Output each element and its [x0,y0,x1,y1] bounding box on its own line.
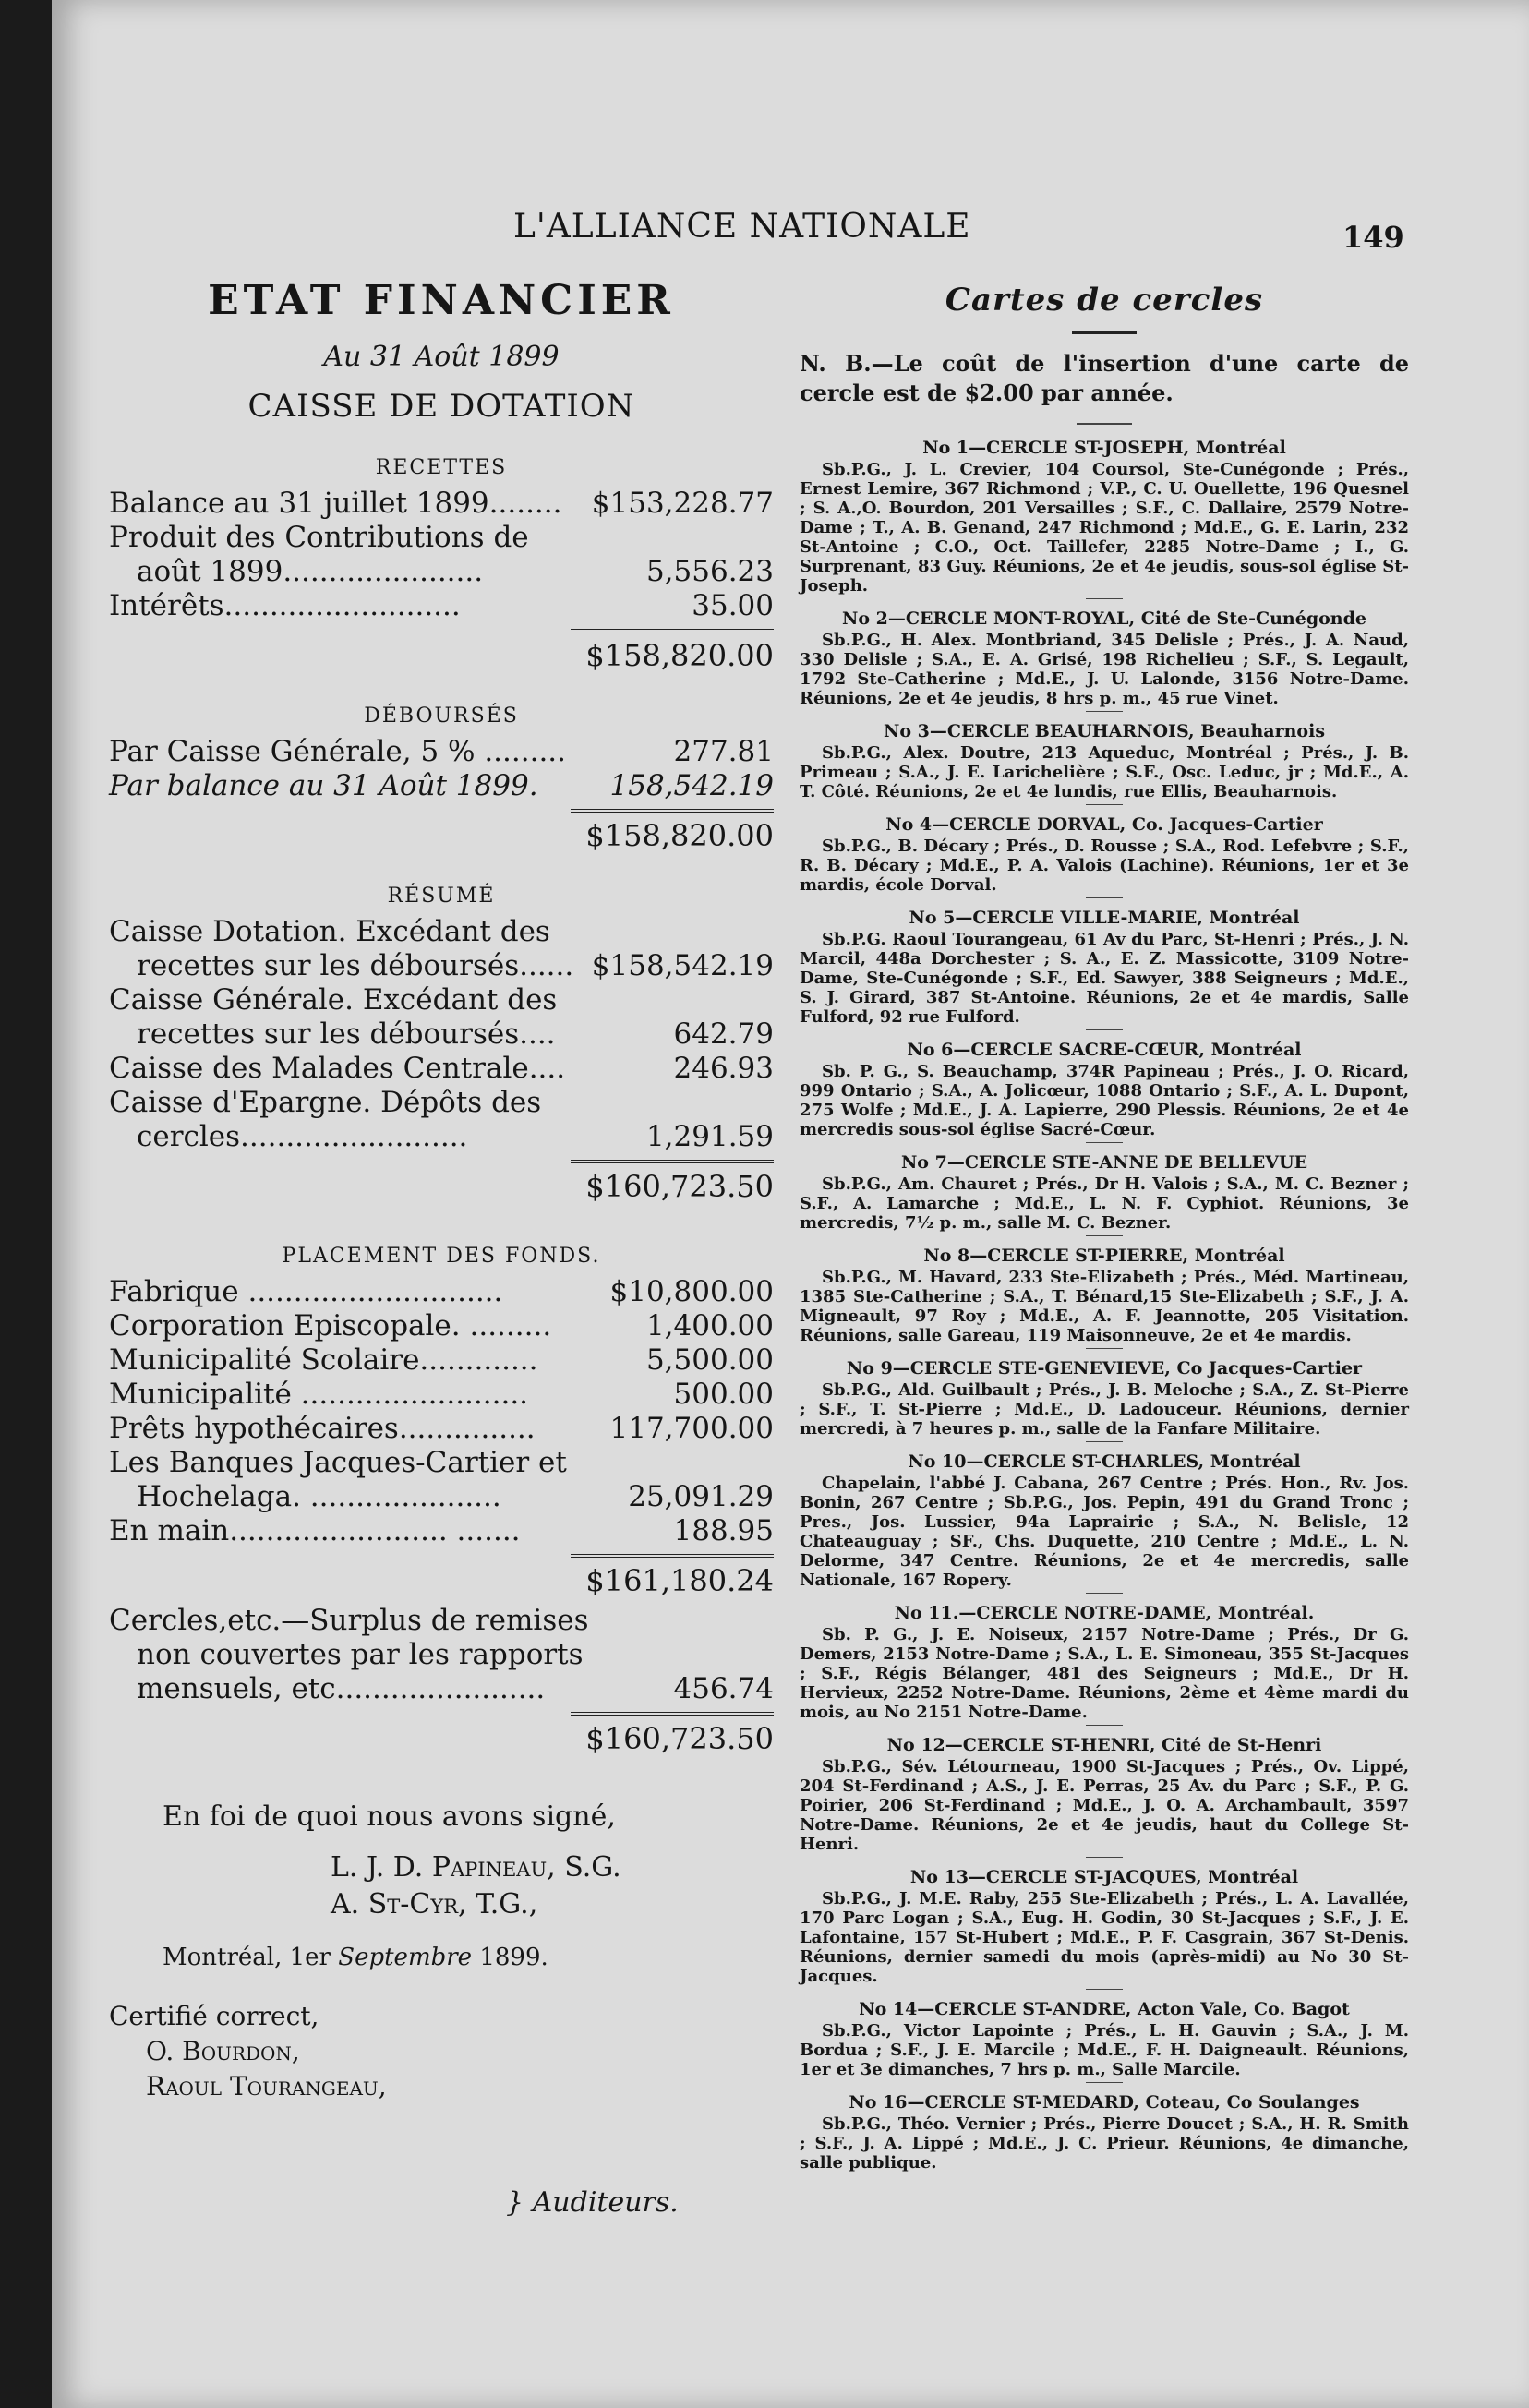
cercle-entry [800,1244,1409,1349]
cercle-heading: No 12—CERCLE ST-HENRI, Cité de St-Henri [886,1735,1322,1755]
place-date [109,1944,774,1971]
cercle-details: Sb.P.G., Am. Chauret ; Prés., Dr H. Valois ; S.A., M. C. Bezner ; S.F., A. Lamarche ; Md.E., L. N. F. Cyphiot. Réunions, 3e mercredis, 7½ p. m., salle M. C. Bezner. [800,1174,1409,1233]
total-rule [571,629,774,632]
page-number: 149 [1342,220,1404,255]
cercle-entry [800,1038,1409,1143]
debourses-total: $158,820.00 [585,818,774,853]
auditor-name: O. Bourdon, [146,2036,300,2066]
resume-heading: RÉSUMÉ [387,885,496,908]
separator-rule [1086,598,1123,599]
cercle-heading: No 13—CERCLE ST-JACQUES, Montréal [909,1867,1299,1887]
total-rule [571,1554,774,1558]
total-rule [571,809,774,813]
cercle-details: Sb. P. G., J. E. Noiseux, 2157 Notre-Dame ; Prés., Dr G. Demers, 2153 Notre-Dame ; S.A., L. E. Simoneau, 355 St-Jacques ; S.F., Régis Bélanger, 481 des Seigneurs ; Md.E., Dr H. Hervieux, 2252 Notre-Dame. Réunions, 2ème et 4ème mardi du mois, au No 2151 Notre-Dame. [800,1625,1409,1722]
cercle-heading: No 14—CERCLE ST-ANDRE, Acton Vale, Co. Bagot [859,1999,1350,2019]
cercle-entry [800,1865,1409,1990]
place-text: Montréal, 1er [163,1944,331,1971]
ledger-row: Corporation Episcopale. ......... 1,400.00 [109,1309,774,1342]
cercle-heading: No 16—CERCLE ST-MEDARD, Coteau, Co Soulanges [849,2092,1360,2113]
recettes-heading: RECETTES [375,456,508,479]
placement-table [109,1275,774,1548]
separator-rule [1086,2082,1123,2083]
separator-rule [1086,711,1123,712]
cercle-heading: No 3—CERCLE BEAUHARNOIS, Beauharnois [883,721,1326,741]
ledger-row: non couvertes par les rapports [137,1638,584,1671]
cartes-de-cercles-column [800,282,1409,2173]
scanned-page [52,0,1529,2408]
debourses-table [109,735,774,803]
ledger-row: Produit des Contributions de [109,521,529,554]
cercle-entry [800,1601,1409,1726]
cercle-details: Chapelain, l'abbé J. Cabana, 267 Centre ; Prés. Hon., Rv. Jos. Bonin, 267 Centre ; Sb.P.G., Jos. Pepin, 491 du Grand Tronc ; Pres., Jos. Lussier, 94a Laprairie ; S.A., N. Belisle, 12 Chateauguay ; SF., Chs. Duquette, 210 Centre ; Md.E., L. N. Delorme, 347 Centre. Réunions, 2e et 4e mercredis, salle Nationale, 167 Ropery. [800,1474,1409,1590]
separator-rule [1086,804,1123,805]
cercle-entry [800,2090,1409,2173]
cercle-entry [800,906,1409,1030]
auditor-name: Raoul Tourangeau, [146,2071,387,2101]
ledger-row: Par balance au 31 Août 1899. 158,542.19 [109,769,774,802]
report-date: Au 31 Août 1899 [323,341,560,373]
cercle-entry [800,1356,1409,1442]
cercle-details: Sb.P.G., Ald. Guilbault ; Prés., J. B. Meloche ; S.A., Z. St-Pierre ; S.F., T. St-Pierre ; Md.E., D. Ladouceur. Réunions, dernier mercredi, à 7 heures p. m., salle de la Fanfare Militaire. [800,1380,1409,1439]
cercle-entry [800,436,1409,599]
debourses-heading: DÉBOURSÉS [364,704,519,728]
cercle-details: Sb.P.G., Victor Lapointe ; Prés., L. H. Gauvin ; S.A., J. M. Bordua ; S.F., J. E. Marcile ; Md.E., F. H. Daigneault. Réunions, 1er et 3e dimanches, 7 hrs p. m., Salle Marcile. [800,2021,1409,2079]
ledger-row: août 1899...................... 5,556.23 [137,555,774,588]
certification-block [109,1999,774,2104]
etat-financier-title: ETAT FINANCIER [208,277,675,324]
cercle-details: Sb.P.G., Sév. Létourneau, 1900 St-Jacques ; Prés., Ov. Lippé, 204 St-Ferdinand ; A.S., J. E. Perras, 25 Av. du Parc ; S.F., P. G. Poirier, 206 St-Ferdinand ; Md.E., J. O. A. Archambault, 3597 Notre-Dame. Réunions, 2e et 4e jeudis, haut du College St-Henri. [800,1757,1409,1854]
ledger-row: recettes sur les déboursés.... 642.79 [137,1017,774,1051]
cercle-entry [800,813,1409,898]
ledger-row: Par Caisse Générale, 5 % ......... 277.81 [109,735,774,768]
cercle-entry [800,1997,1409,2083]
ledger-row: cercles......................... 1,291.59 [137,1120,774,1153]
caisse-title: CAISSE DE DOTATION [247,388,635,425]
ledger-row: En main........................ ....... 188.95 [109,1514,774,1547]
total-rule [571,1712,774,1716]
ledger-row: Caisse des Malades Centrale.... 246.93 [109,1052,774,1085]
ledger-row: Caisse Dotation. Excédant des [109,915,550,948]
cercle-entry [800,1150,1409,1236]
surplus-total: $160,723.50 [585,1721,774,1756]
cercle-heading: No 11.—CERCLE NOTRE-DAME, Montréal. [894,1603,1315,1623]
ledger-row: Municipalité Scolaire............. 5,500.00 [109,1343,774,1377]
cercle-details: Sb.P.G., M. Havard, 233 Ste-Elizabeth ; Prés., Méd. Martineau, 1385 Ste-Catherine ; S.A., T. Bénard,15 Ste-Elizabeth ; S.F., J. A. Migneault, 97 Roy ; Md.E., A. F. Jeannotte, 205 Visitation. Réunions, salle Gareau, 119 Maisonneuve, 2e et 4e mardis. [800,1268,1409,1345]
recettes-table [109,487,774,623]
signatory-name: A. St-Cyr, T.G., [331,1888,538,1920]
separator-rule [1086,1029,1123,1030]
cercle-list [800,436,1409,2173]
separator-rule [1086,1989,1123,1990]
cercle-entry [800,607,1409,712]
ledger-row: Les Banques Jacques-Cartier et [109,1446,567,1479]
cercle-details: Sb.P.G., Théo. Vernier ; Prés., Pierre Doucet ; S.A., H. R. Smith ; S.F., J. A. Lippé ; Md.E., J. C. Prieur. Réunions, 4e dimanche, salle publique. [800,2114,1409,2173]
book-spine-shadow [0,0,52,2408]
ledger-row: recettes sur les déboursés...... $158,542.19 [137,949,774,982]
cercle-details: Sb. P. G., S. Beauchamp, 374R Papineau ; Prés., J. O. Ricard, 999 Ontario ; S.A., A. Jolicœur, 1088 Ontario ; S.F., A. L. Dupont, 275 Wolfe ; Md.E., J. A. Lapierre, 290 Plessis. Réunions, 2e et 4e mercredis sous-sol église Sacré-Cœur. [800,1062,1409,1139]
etat-financier-column [109,277,774,2219]
signatory-name: L. J. D. Papineau, S.G. [331,1851,621,1884]
cercle-details: Sb.P.G., Alex. Doutre, 213 Aqueduc, Montréal ; Prés., J. B. Primeau ; S.A., J. E. Larichelière ; S.F., Osc. Leduc, jr ; Md.E., A. T. Côté. Réunions, 2e et 4e lundis, rue Ellis, Beauharnois. [800,743,1409,801]
ledger-row: Cercles,etc.—Surplus de remises [109,1604,589,1637]
year-text: 1899. [479,1944,548,1971]
total-rule [571,1160,774,1163]
separator-rule [1086,897,1123,898]
separator-rule [1086,1142,1123,1143]
separator-rule [1086,1857,1123,1858]
cercle-entry [800,719,1409,805]
cercle-heading: No 7—CERCLE STE-ANNE DE BELLEVUE [900,1152,1308,1173]
nb-notice: N. B.—Le coût de l'insertion d'une carte de cercle est de $2.00 par année. [800,350,1409,406]
cercle-heading: No 2—CERCLE MONT-ROYAL, Cité de Ste-Cunégonde [842,608,1366,629]
separator-rule [1086,1593,1123,1594]
resume-table [109,915,774,1154]
ledger-row: Caisse Générale. Excédant des [109,983,558,1017]
cercle-entry [800,1450,1409,1594]
cercle-heading: No 8—CERCLE ST-PIERRE, Montréal [923,1246,1285,1266]
signature-intro: En foi de quoi nous avons signé, [163,1800,616,1833]
ledger-row: Prêts hypothécaires............... 117,700.00 [109,1412,774,1445]
cercle-heading: No 9—CERCLE STE-GENEVIEVE, Co Jacques-Cartier [846,1358,1363,1379]
title-rule [1072,331,1137,334]
placement-heading: PLACEMENT DES FONDS. [282,1245,601,1268]
separator-rule [1086,1235,1123,1236]
notice-rule [1077,423,1132,425]
cercle-details: Sb.P.G., J. M.E. Raby, 255 Ste-Elizabeth ; Prés., L. A. Lavallée, 170 Parc Logan ; S.A., Eug. H. Godin, 30 St-Jacques ; S.F., J. E. Lafontaine, 157 St-Hubert ; Md.E., P. F. Casgrain, 367 St-Denis. Réunions, dernier samedi du mois (après-midi) au No 30 St-Jacques. [800,1889,1409,1986]
recettes-total: $158,820.00 [585,638,774,673]
cercle-heading: No 6—CERCLE SACRE-CŒUR, Montréal [907,1040,1302,1060]
placement-total: $161,180.24 [585,1563,774,1598]
surplus-table [109,1604,774,1706]
separator-rule [1086,1348,1123,1349]
cercle-details: Sb.P.G., J. L. Crevier, 104 Coursol, Ste-Cunégonde ; Prés., Ernest Lemire, 367 Richmond ; V.P., C. U. Ouellette, 196 Quesnel ; S. A.,O. Bourdon, 201 Versailles ; S.F., C. Dallaire, 2579 Notre-Dame ; T., A. B. Genand, 247 Richmond ; Md.E., G. E. Larin, 232 St-Antoine ; C.O., Oct. Taillefer, 2285 Notre-Dame ; I., G. Surprenant, 83 Guy. Réunions, 2e et 4e jeudis, sous-sol église St-Joseph. [800,460,1409,596]
certifie-label: Certifié correct, [109,2001,319,2031]
running-title: L'ALLIANCE NATIONALE [513,208,971,246]
cercle-entry [800,1733,1409,1858]
ledger-row: Hochelaga. ..................... 25,091.29 [137,1480,774,1513]
ledger-row: Caisse d'Epargne. Dépôts des [109,1086,542,1119]
cercle-details: Sb.P.G., B. Décary ; Prés., D. Rousse ; S.A., Rod. Lefebvre ; S.F., R. B. Décary ; Md.E., P. A. Valois (Lachine). Réunions, 1er et 3e mardis, école Dorval. [800,837,1409,895]
cercle-heading: No 10—CERCLE ST-CHARLES, Montréal [908,1451,1301,1472]
cartes-title: Cartes de cercles [945,282,1264,319]
separator-rule [1086,1441,1123,1442]
cercle-heading: No 1—CERCLE ST-JOSEPH, Montréal [922,438,1286,458]
cercle-details: Sb.P.G., H. Alex. Montbriand, 345 Delisle ; Prés., J. A. Naud, 330 Delisle ; S.A., E. A. Grisé, 198 Richelieu ; S.F., S. Legault, 1792 Ste-Catherine ; Md.E., J. U. Lalonde, 3156 Notre-Dame. Réunions, 2e et 4e jeudis, 8 hrs p. m., 45 rue Vinet. [800,631,1409,708]
ledger-row: Municipalité ......................... 500.00 [109,1378,774,1411]
resume-total: $160,723.50 [585,1169,774,1204]
month-text: Septembre [338,1944,473,1971]
cercle-heading: No 4—CERCLE DORVAL, Co. Jacques-Cartier [885,814,1323,835]
cercle-details: Sb.P.G. Raoul Tourangeau, 61 Av du Parc, St-Henri ; Prés., J. N. Marcil, 448a Dorchester ; S. A., E. Z. Massicotte, 3109 Notre-Dame, Ste-Cunégonde ; S.F., Ed. Sawyer, 388 Seigneurs ; Md.E., S. J. Girard, 387 St-Antoine. Réunions, 2e et 4e mardis, Salle Fulford, 92 rue Fulford. [800,930,1409,1027]
cercle-heading: No 5—CERCLE VILLE-MARIE, Montréal [909,908,1300,928]
separator-rule [1086,1725,1123,1726]
ledger-row: Fabrique ............................ $10,800.00 [109,1275,774,1308]
ledger-row: Balance au 31 juillet 1899........ $153,228.77 [109,487,774,520]
auditeurs-label: } Auditeurs. [506,2186,679,2219]
ledger-row: mensuels, etc....................... 456.74 [137,1672,774,1705]
ledger-row: Intérêts.......................... 35.00 [109,589,774,622]
